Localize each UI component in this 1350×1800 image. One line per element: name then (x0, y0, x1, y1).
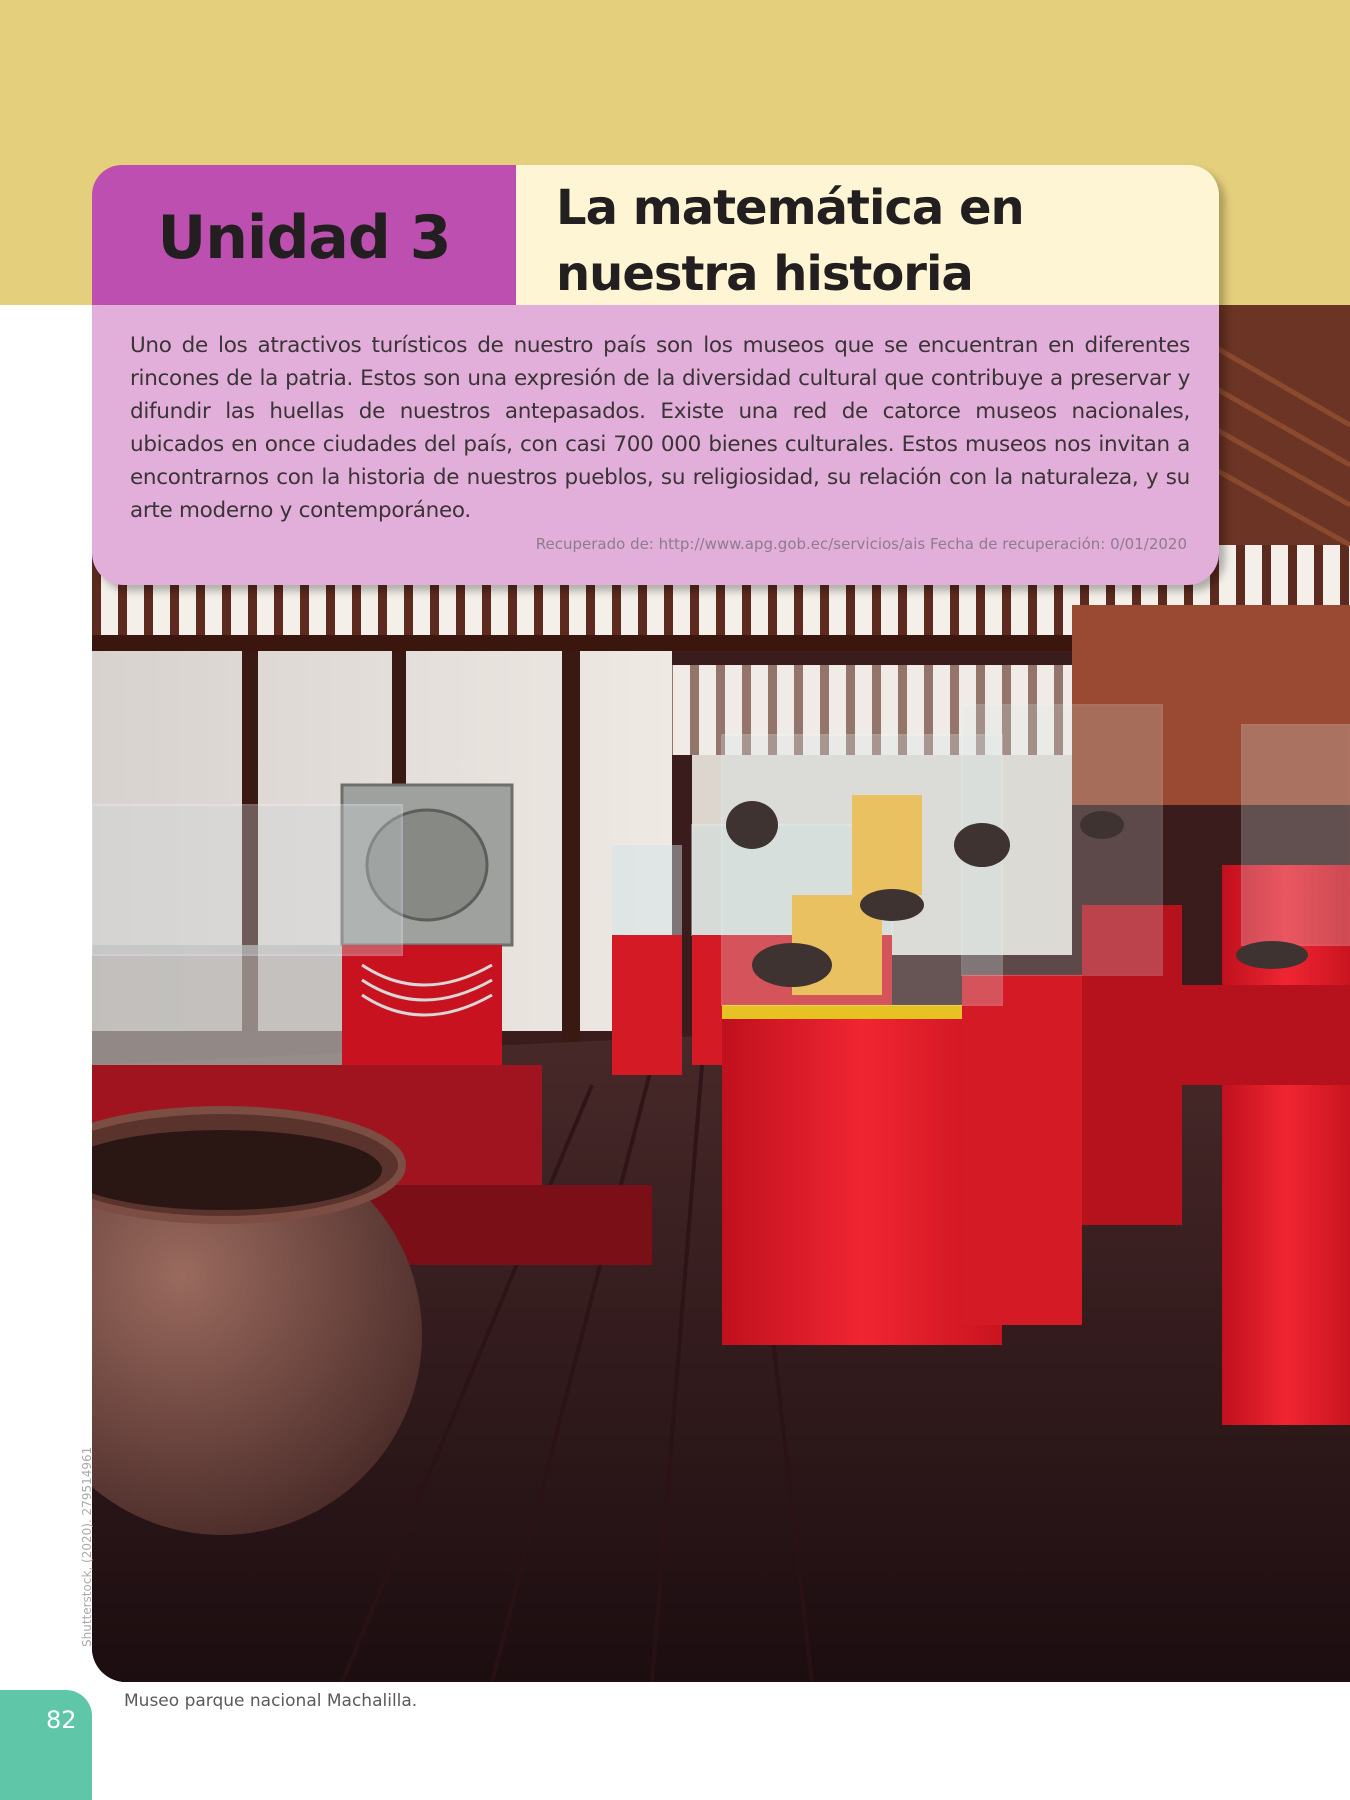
unit-label: Unidad 3 (157, 203, 451, 273)
unit-label-tab (92, 165, 516, 305)
photo-caption: Museo parque nacional Machalilla. (124, 1691, 418, 1711)
intro-text-card (92, 305, 1219, 585)
intro-paragraph: Uno de los atractivos turísticos de nuestro país son los museos que se encuentran en diferentes rincones de la patria. Estos son una expresión de la diversidad cultural que contribuye a preservar y difundir las huellas de nuestros antepasados. Existe una red de catorce museos nacionales, ubicados en once ciudades del país, con casi 700 000 bienes culturales. Estos museos nos invitan a encontrarnos con la historia de nuestros pueblos, su religiosidad, su relación con la naturaleza, y su arte moderno y contemporáneo. (130, 333, 1190, 523)
unit-title-tab (516, 165, 1219, 305)
unit-title (556, 175, 1024, 307)
photo-credit: Shutterstock, (2020). 279514961 (80, 1446, 94, 1647)
page-number-tab (0, 1690, 92, 1800)
page-number: 82 (46, 1706, 77, 1734)
unit-title-line-2: nuestra historia (556, 246, 973, 302)
unit-title-line-1: La matemática en (556, 180, 1024, 236)
source-citation: Recuperado de: http://www.apg.gob.ec/servicios/ais Fecha de recuperación: 0/01/2020 (535, 535, 1187, 553)
